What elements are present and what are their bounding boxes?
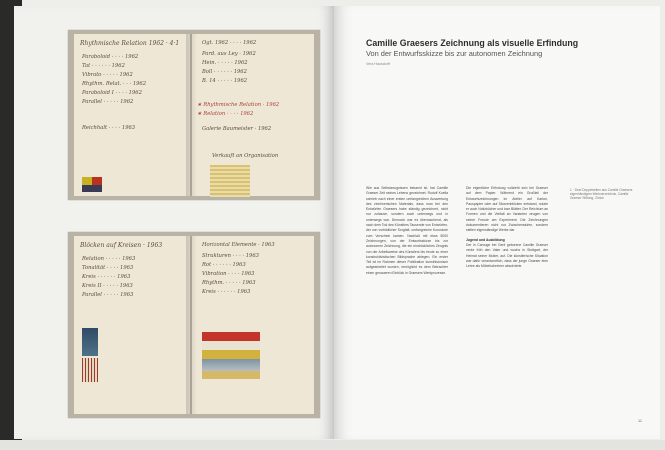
- stripe-swatch: [202, 341, 260, 350]
- notebook-left-leaf: [74, 236, 190, 414]
- table-surface: [0, 440, 665, 450]
- handwriting: Parallel · · · · · 1963: [82, 292, 134, 298]
- section-heading: Jugend und Ausbildung: [466, 237, 505, 242]
- handwriting: Relation · · · · · 1963: [82, 256, 136, 262]
- collage-swatch: [210, 165, 250, 197]
- handwriting: Ogt. 1962 · · · · 1962: [202, 40, 257, 46]
- handwriting: Paraboloid I · · · · 1962: [82, 90, 142, 96]
- figure-caption: 1 · Zwei Doppelseiten aus Camille Graesers eigenhändigem Werkverzeichnis, Camille Graeser Stiftung, Zürich: [570, 188, 633, 201]
- page-number: 11: [638, 419, 642, 423]
- handwriting: Kreis · · · · · · 1963: [82, 274, 131, 280]
- stripe-swatch: [202, 350, 260, 359]
- handwriting: Reichhalt · · · · 1963: [82, 125, 136, 131]
- notebook-photo-top: [68, 30, 320, 200]
- handwriting: B. 14 · · · · · 1962: [202, 78, 248, 84]
- handwriting: ★ Relation · · · · 1962: [197, 111, 254, 117]
- handwriting: Tat · · · · · · 1962: [82, 63, 125, 69]
- handwriting: Kreis · · · · · · 1963: [202, 289, 251, 295]
- body-column-2: [466, 186, 548, 269]
- color-swatch: [82, 177, 92, 185]
- article-author: Vera Hausdorff: [366, 62, 390, 66]
- handwriting: ★ Rhythmische Relation · 1962: [197, 102, 280, 108]
- handwriting: Rhythm. · · · · · 1963: [202, 280, 256, 286]
- body-column-1: [366, 186, 448, 276]
- body-text: Wie aus Selbstzeugnissen bekannt ist, hat Camille Graeser Zeit seines Lebens gezeichnet. Rudolf Koella schrieb nach einer ersten umfangreichen Auswertung des zeichnerischen Materials, dass man bei den Entwürfen Graesers habe ständig gezeichnet, nicht nur zuhause, sondern auch unterwegs und in unterwegs war. Dennoch war es überraschend, als nach dem Tod des Künstlers Tausende von Entwürfen, der von vorbildlicher Sorgfalt, umfangreiche Konvolute zum Vorschein kamen. Nachlaß mit etwa 8000 Zeichnungen, von der Entwurfsskizze bis zur autonomen Zeichnung, die ein eindrückliches Zeugnis von der Arbeitsweise des Künstlers bis heute zu einer konstruktivistischen Bildsprache ablegen. Ein erster Teil ist im Rahmen dieser Publikation kunsthistorisch aufgearbeitet worden, ermöglicht es dem Betrachter einen genaueren Einblick in Graesers Werkprozesse.: [366, 186, 448, 275]
- color-swatch: [82, 358, 98, 382]
- handwriting: Hein. · · · · · 1962: [202, 60, 248, 66]
- notebook-spine: [186, 34, 196, 196]
- article-title: Camille Graesers Zeichnung als visuelle Erfindung: [366, 38, 579, 48]
- handwriting: Kreis II · · · · · 1963: [82, 283, 133, 289]
- body-text: Der in Carouge bei Genf geborene Camille Graeser verlor früh den Vater und wuchs in Stuttgart, der Heimat seiner Mutter, auf. Die künstlerische Situation war dafür verantwortlich, dass der junge Graeser eine Lehre als Möbelschreiner absolvierte.: [466, 242, 548, 269]
- notebook-photo-bottom: [68, 232, 320, 418]
- handwriting: Tonalität · · · · 1963: [82, 265, 134, 271]
- handwriting: Galerie Baumeister · 1962: [202, 126, 272, 132]
- handwriting: Parallel · · · · · 1962: [82, 99, 134, 105]
- handwriting: Vibrato · · · · · 1962: [82, 72, 133, 78]
- handwriting: Rhythm. Relat. · · · 1962: [82, 81, 147, 87]
- color-swatch: [82, 185, 102, 192]
- body-text: Die eigentliche Erfindung vollzieht sich bei Graeser auf dem Papier. Während ein Großteil der Entwurfszeichnungen im Atelier auf Karton, Pauspapier oder auf Skizzenblöcken entstand, nutzte er auch Notizbücher und lose Blätter. Der Reichtum an Formen und die Vielfalt an Varianten zeugen von seiner Freude am Experiment. Die Zeichnungen dokumentieren nicht nur Zwischenstufen, sondern stellen eigenständige Werke dar.: [466, 186, 548, 233]
- article-subtitle: Von der Entwurfsskizze bis zur autonomen Zeichnung: [366, 49, 543, 58]
- stripe-swatch: [202, 371, 260, 379]
- handwriting: Pard. aus Ley · 1962: [202, 51, 256, 57]
- notebook-spine: [186, 236, 196, 414]
- handwriting: Strukturen · · · · 1963: [202, 253, 259, 259]
- color-swatch: [92, 177, 102, 185]
- handwriting: Rot · · · · · · 1963: [202, 262, 246, 268]
- handwriting: Boll · · · · · · 1962: [202, 69, 247, 75]
- handwriting: Paraboloid · · · · 1962: [82, 54, 139, 60]
- handwriting: Blöcken auf Kreisen · 1963: [80, 242, 163, 249]
- color-swatch: [82, 328, 98, 356]
- handwriting: Horizontal Elemente · 1963: [202, 242, 275, 248]
- handwriting: Rhythmische Relation 1962 · 4·1: [80, 40, 180, 47]
- stripe-swatch: [202, 359, 260, 371]
- stripe-swatch: [202, 332, 260, 341]
- handwriting: Vibration · · · · 1963: [202, 271, 255, 277]
- handwriting: Verkauft an Organisation: [212, 153, 279, 159]
